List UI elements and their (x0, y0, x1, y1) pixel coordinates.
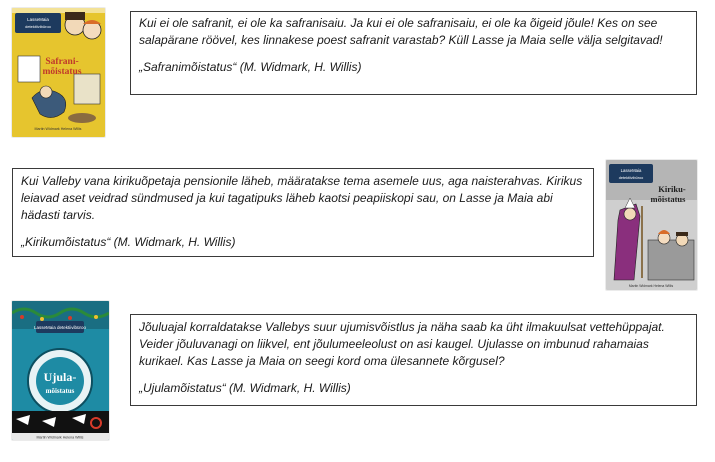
cover-title: Kiriku- (658, 184, 686, 194)
cover-title: Safrani- (45, 57, 79, 67)
series-badge (609, 164, 653, 183)
cover-authors: Martin Widmark Helena Willis (36, 435, 84, 440)
book-cover-ujulamoistatus (12, 301, 109, 440)
series-badge (15, 13, 61, 33)
book-description: Kui ei ole safranit, ei ole ka safranisaiu. Ja kui ei ole safranisaiu, ei ole ka õigeid jõule! Kes on see salapärane röövel, kes linnakese poest safranit varastab? Küll Lasse ja Maia selle välja selgitavad! (139, 16, 663, 47)
book-cover-safranimoistatus (12, 8, 105, 137)
series-label: LasseMaia (27, 17, 49, 22)
book-description-box (130, 314, 697, 406)
cover-authors: Martin Widmark Helena Willis (628, 284, 674, 288)
cover-title: Ujula- (43, 370, 77, 384)
book-citation: „Safranimõistatus“ (M. Widmark, H. Willis) (139, 60, 362, 74)
book-citation: „Kirikumõistatus“ (M. Widmark, H. Willis) (21, 235, 236, 249)
series-label: LasseMaia (620, 168, 642, 173)
cover-authors: Martin Widmark Helena Willis (34, 127, 82, 131)
series-label: LasseMaia detektiivibüroo (33, 325, 87, 330)
book-cover-kirikumoistatus (606, 160, 697, 290)
book-description-box (130, 11, 697, 95)
svg-text:mõistatus: mõistatus (650, 194, 686, 204)
svg-text:detektiivibüroo: detektiivibüroo (25, 24, 51, 29)
svg-text:mõistatus: mõistatus (45, 387, 75, 395)
svg-text:detektiivibüroo: detektiivibüroo (618, 176, 644, 180)
book-description-box (12, 168, 594, 257)
svg-text:mõistatus: mõistatus (42, 67, 82, 77)
book-description: Jõuluajal korraldatakse Vallebys suur ujumisvõistlus ja näha saab ka üht ilmakuulsat vettehüppajat. Veider jõuluvanagi on liikvel, ent jõulumeeleolust on asi kaugel. Ujulasse on imbunud rahamaias kurikael. Kas Lasse ja Maia on seegi kord oma ülesannete kõrgusel? (139, 320, 665, 368)
book-citation: „Ujulamõistatus“ (M. Widmark, H. Willis) (139, 381, 351, 395)
book-description: Kui Valleby vana kirikuõpetaja pensionile läheb, määratakse tema asemele uus, aga naisterahvas. Kirikus leiavad aset veidrad sündmused ja kui tagatipuks läheb kaotsi peapiiskopi sau, on Lasse ja Maia abi hädasti tarvis. (21, 174, 583, 222)
